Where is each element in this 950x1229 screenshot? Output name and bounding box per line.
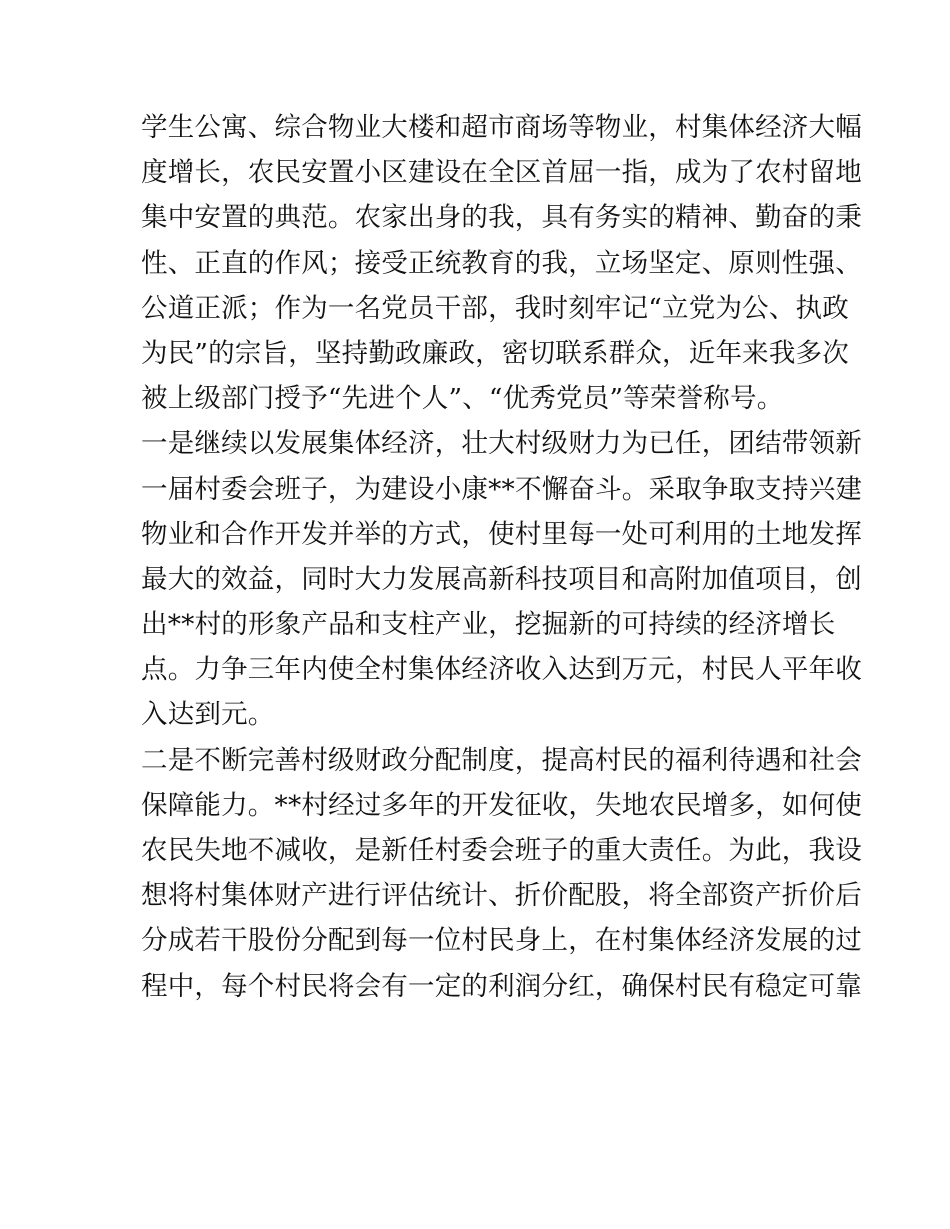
text-line: 物业和合作开发并举的方式，使村里每一处可利用的土地发挥: [141, 518, 862, 550]
text-line: 农民失地不减收，是新任村委会班子的重大责任。为此，我设: [141, 835, 862, 866]
text-line: 点。力争三年内使全村集体经济收入达到万元，村民人平年收: [141, 654, 862, 686]
text-line: 程中，每个村民将会有一定的利润分红，确保村民有稳定可靠: [141, 970, 862, 1002]
text-line: 度增长，农民安置小区建设在全区首屈一指，成为了农村留地: [141, 157, 862, 189]
text-line: 想将村集体财产进行评估统计、折价配股，将全部资产折价后: [141, 880, 862, 912]
text-line: 入达到元。: [141, 699, 275, 731]
text-line: 分成若干股份分配到每一位村民身上，在村集体经济发展的过: [141, 925, 862, 957]
body-text: [141, 105, 863, 1009]
text-line: 保障能力。**村经过多年的开发征收，失地农民增多，如何使: [141, 789, 863, 821]
text-line: 集中安置的典范。农家出身的我，具有务实的精神、勤奋的秉: [141, 202, 862, 234]
text-line: 最大的效益，同时大力发展高新科技项目和高附加值项目，创: [141, 563, 862, 595]
text-line: 出**村的形象产品和支柱产业，挖掘新的可持续的经济增长: [141, 609, 836, 641]
text-line: 性、正直的作风；接受正统教育的我，立场坚定、原则性强、: [141, 247, 862, 279]
text-line: 公道正派；作为一名党员干部，我时刻牢记“立党为公、执政: [141, 292, 849, 324]
text-line: 一是继续以发展集体经济，壮大村级财力为已任，团结带领新: [141, 428, 862, 460]
text-line: 为民”的宗旨，坚持勤政廉政，密切联系群众，近年来我多次: [141, 337, 849, 369]
text-line: 被上级部门授予“先进个人”、“优秀党员”等荣誉称号。: [141, 383, 784, 415]
text-line: 学生公寓、综合物业大楼和超市商场等物业，村集体经济大幅: [141, 112, 862, 143]
text-line: 一届村委会班子，为建设小康**不懈奋斗。采取争取支持兴建: [141, 473, 863, 505]
text-line: 二是不断完善村级财政分配制度，提高村民的福利待遇和社会: [141, 744, 862, 776]
